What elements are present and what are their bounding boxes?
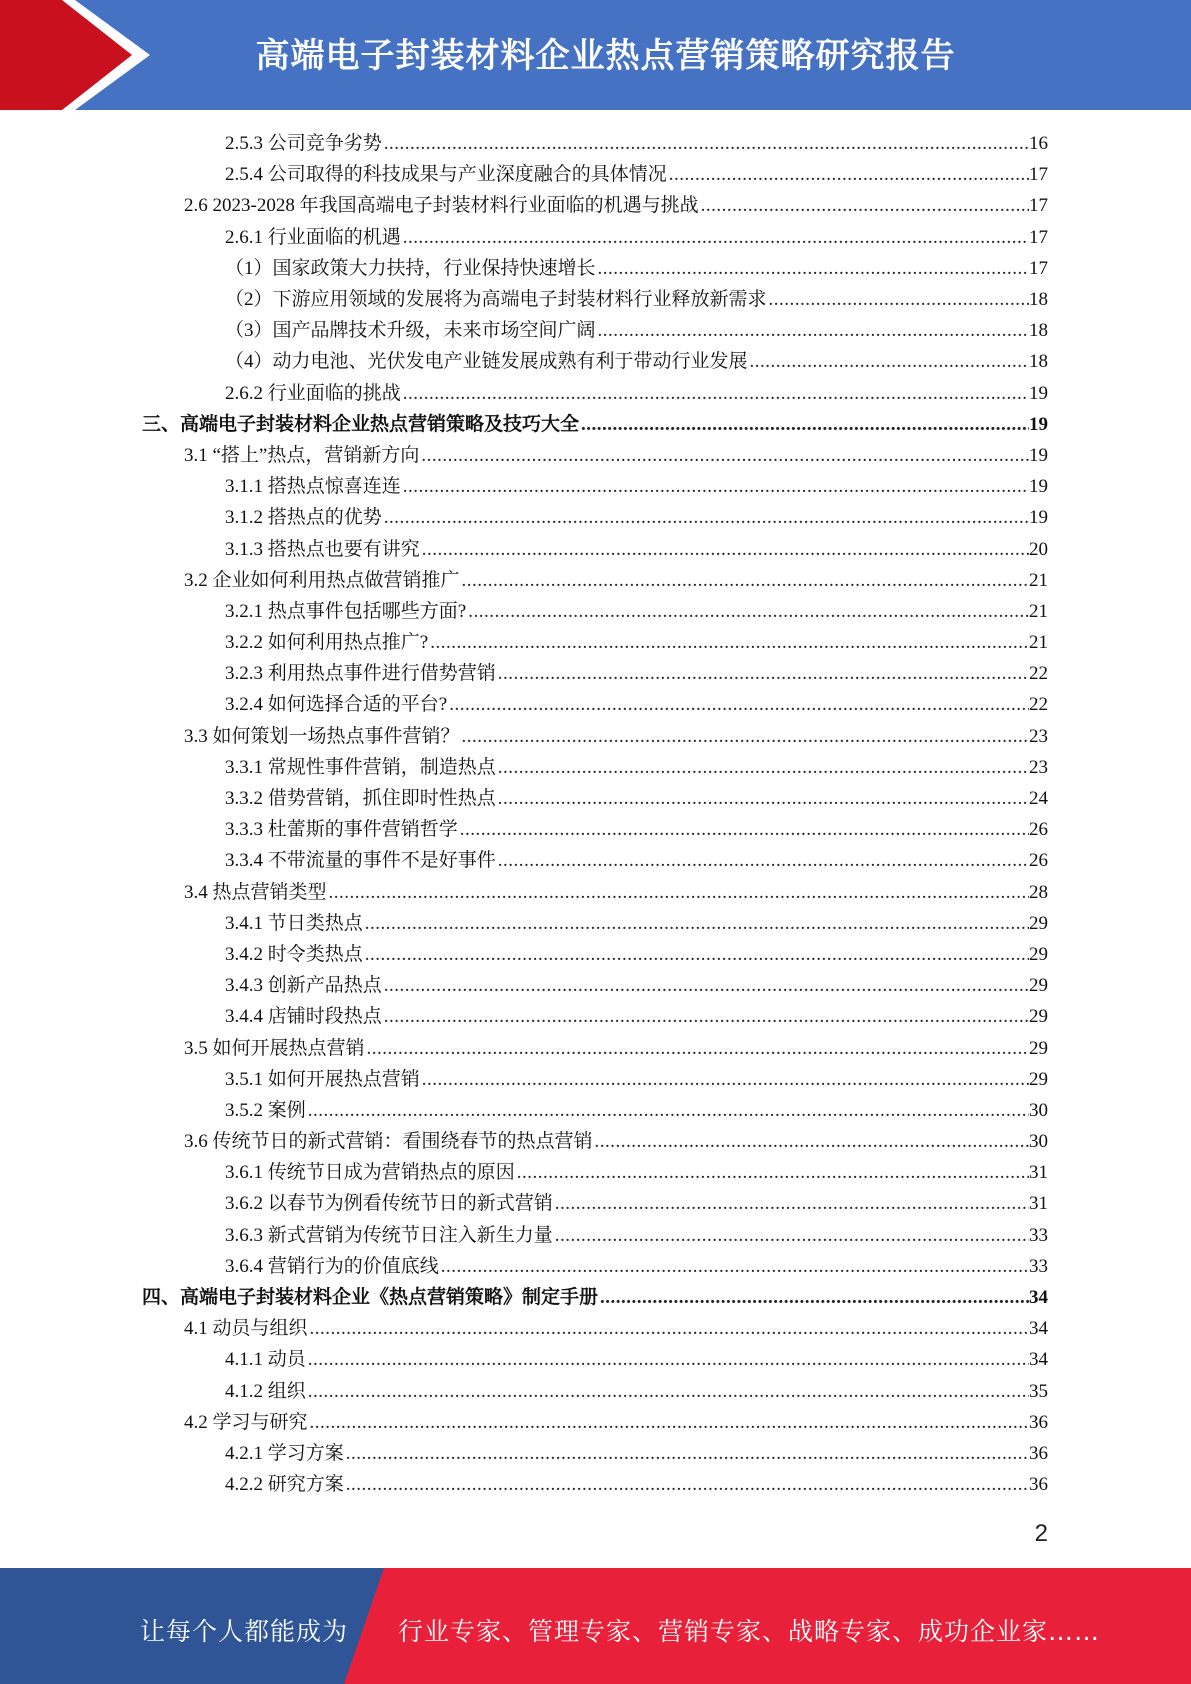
toc-entry-label: 三、高端电子封装材料企业热点营销策略及技巧大全 <box>142 413 580 435</box>
toc-entry[interactable] <box>0 502 1191 533</box>
toc-entry[interactable] <box>0 471 1191 502</box>
toc-dot-leader <box>460 814 1029 845</box>
report-title: 高端电子封装材料企业热点营销策略研究报告 <box>255 36 956 76</box>
toc-entry-page: 29 <box>1029 943 1048 965</box>
toc-dot-leader <box>598 253 1029 284</box>
toc-entry-page: 19 <box>1029 444 1048 466</box>
toc-entry-page: 21 <box>1029 569 1048 591</box>
toc-entry[interactable] <box>0 627 1191 658</box>
toc-entry-label: 3.5 如何开展热点营销 <box>184 1037 365 1059</box>
toc-entry-label: 3.4 热点营销类型 <box>184 881 327 903</box>
toc-entry-label: 3.2 企业如何利用热点做营销推广 <box>184 569 460 591</box>
toc-entry[interactable] <box>0 877 1191 908</box>
toc-entry-page: 34 <box>1029 1287 1048 1309</box>
toc-entry[interactable] <box>0 315 1191 346</box>
toc-entry-page: 30 <box>1029 1131 1048 1153</box>
toc-entry-label: 3.6.4 营销行为的价值底线 <box>225 1255 439 1277</box>
toc-entry[interactable] <box>0 1344 1191 1375</box>
toc-entry[interactable] <box>0 222 1191 253</box>
toc-entry-page: 17 <box>1029 257 1048 279</box>
toc-entry[interactable] <box>0 1001 1191 1032</box>
toc-entry[interactable] <box>0 346 1191 377</box>
toc-entry-label: 3.1.1 搭热点惊喜连连 <box>225 476 401 498</box>
toc-dot-leader <box>384 970 1029 1001</box>
toc-dot-leader <box>750 346 1029 377</box>
toc-dot-leader <box>441 1251 1029 1282</box>
toc-entry-page: 31 <box>1029 1162 1048 1184</box>
toc-entry[interactable] <box>0 970 1191 1001</box>
toc-dot-leader <box>365 939 1029 970</box>
toc-entry-label: 3.4.1 节日类热点 <box>225 912 363 934</box>
toc-entry-label: 3.6 传统节日的新式营销：看围绕春节的热点营销 <box>184 1131 593 1153</box>
toc-entry-page: 33 <box>1029 1255 1048 1277</box>
toc-entry-page: 26 <box>1029 819 1048 841</box>
toc-entry[interactable] <box>0 1032 1191 1063</box>
toc-entry-label: （2）下游应用领域的发展将为高端电子封装材料行业释放新需求 <box>225 289 767 311</box>
toc-entry-page: 19 <box>1029 382 1048 404</box>
toc-dot-leader <box>498 658 1029 689</box>
toc-entry-label: 3.5.1 如何开展热点营销 <box>225 1068 420 1090</box>
toc-dot-leader <box>701 190 1029 221</box>
toc-entry[interactable] <box>0 378 1191 409</box>
toc-entry-label: 3.4.3 创新产品热点 <box>225 975 382 997</box>
toc-entry-label: 4.2 学习与研究 <box>184 1411 308 1433</box>
toc-entry-page: 35 <box>1029 1380 1048 1402</box>
toc-entry-page: 29 <box>1029 975 1048 997</box>
toc-entry-page: 31 <box>1029 1193 1048 1215</box>
toc-entry-label: 3.3.1 常规性事件营销，制造热点 <box>225 756 496 778</box>
toc-dot-leader <box>498 845 1029 876</box>
toc-dot-leader <box>462 565 1029 596</box>
toc-entry-page: 17 <box>1029 226 1048 248</box>
toc-entry-label: 4.2.2 研究方案 <box>225 1474 344 1496</box>
footer-slogan-right: 行业专家、管理专家、营销专家、战略专家、成功企业家…… <box>398 1617 1101 1646</box>
toc-entry-page: 28 <box>1029 881 1048 903</box>
toc-entry[interactable] <box>0 1126 1191 1157</box>
toc-entry-page: 24 <box>1029 788 1048 810</box>
toc-entry[interactable] <box>0 1438 1191 1469</box>
toc-entry-page: 23 <box>1029 725 1048 747</box>
toc-entry-page: 30 <box>1029 1099 1048 1121</box>
toc-dot-leader <box>329 877 1029 908</box>
toc-entry[interactable] <box>0 253 1191 284</box>
toc-dot-leader <box>468 596 1029 627</box>
toc-dot-leader <box>595 1126 1029 1157</box>
toc-dot-leader <box>669 159 1029 190</box>
toc-entry-page: 29 <box>1029 912 1048 934</box>
toc-entry[interactable] <box>0 128 1191 159</box>
toc-entry-page: 33 <box>1029 1224 1048 1246</box>
toc-entry[interactable] <box>0 658 1191 689</box>
toc-dot-leader <box>498 752 1029 783</box>
page-number: 2 <box>1034 1520 1048 1547</box>
toc-dot-leader <box>367 1033 1029 1064</box>
toc-entry-page: 21 <box>1029 600 1048 622</box>
toc-entry[interactable] <box>0 845 1191 876</box>
toc-entry-page: 16 <box>1029 133 1048 155</box>
toc-entry-label: 3.3.2 借势营销，抓住即时性热点 <box>225 788 496 810</box>
toc-dot-leader <box>598 315 1029 346</box>
table-of-contents <box>0 128 1191 1500</box>
toc-entry-page: 17 <box>1029 195 1048 217</box>
toc-dot-leader <box>310 1313 1029 1344</box>
toc-entry-label: 四、高端电子封装材料企业《热点营销策略》制定手册 <box>142 1287 599 1309</box>
toc-entry-label: 2.6 2023-2028 年我国高端电子封装材料行业面临的机遇与挑战 <box>184 195 699 217</box>
toc-entry-label: 4.1.1 动员 <box>225 1349 306 1371</box>
toc-entry-label: 3.6.1 传统节日成为营销热点的原因 <box>225 1162 515 1184</box>
toc-dot-leader <box>430 627 1029 658</box>
toc-dot-leader <box>517 1157 1029 1188</box>
toc-entry-page: 29 <box>1029 1006 1048 1028</box>
toc-entry-label: 2.6.2 行业面临的挑战 <box>225 382 401 404</box>
toc-dot-leader <box>421 440 1029 471</box>
toc-dot-leader <box>555 1188 1029 1219</box>
toc-entry-label: 3.1 “搭上”热点，营销新方向 <box>184 444 420 466</box>
toc-entry-label: 3.2.1 热点事件包括哪些方面? <box>225 600 467 622</box>
toc-entry-page: 36 <box>1029 1442 1048 1464</box>
toc-entry[interactable] <box>0 1188 1191 1219</box>
toc-dot-leader <box>384 502 1029 533</box>
toc-entry[interactable] <box>0 939 1191 970</box>
toc-dot-leader <box>403 222 1029 253</box>
toc-entry[interactable] <box>0 689 1191 720</box>
toc-entry-page: 18 <box>1029 351 1048 373</box>
toc-entry-page: 19 <box>1029 476 1048 498</box>
toc-entry-page: 18 <box>1029 289 1048 311</box>
toc-entry-page: 21 <box>1029 632 1048 654</box>
toc-entry-label: （4）动力电池、光伏发电产业链发展成熟有利于带动行业发展 <box>225 351 748 373</box>
toc-dot-leader <box>462 721 1029 752</box>
toc-entry[interactable] <box>0 1064 1191 1095</box>
toc-dot-leader <box>581 409 1029 440</box>
toc-entry[interactable] <box>0 565 1191 596</box>
toc-entry-label: 3.3.4 不带流量的事件不是好事件 <box>225 850 496 872</box>
toc-entry-label: 4.2.1 学习方案 <box>225 1442 344 1464</box>
toc-entry[interactable] <box>0 596 1191 627</box>
toc-entry[interactable] <box>0 1095 1191 1126</box>
toc-entry-label: （1）国家政策大力扶持，行业保持快速增长 <box>225 257 596 279</box>
toc-entry[interactable] <box>0 1407 1191 1438</box>
toc-entry-page: 18 <box>1029 320 1048 342</box>
toc-entry-label: 3.5.2 案例 <box>225 1099 306 1121</box>
toc-entry-page: 34 <box>1029 1349 1048 1371</box>
toc-entry[interactable] <box>0 1157 1191 1188</box>
toc-dot-leader <box>555 1220 1029 1251</box>
toc-entry[interactable] <box>0 190 1191 221</box>
toc-entry[interactable] <box>0 1251 1191 1282</box>
toc-dot-leader <box>384 1001 1029 1032</box>
toc-entry[interactable] <box>0 159 1191 190</box>
toc-entry-label: 3.6.3 新式营销为传统节日注入新生力量 <box>225 1224 553 1246</box>
toc-entry[interactable] <box>0 1220 1191 1251</box>
toc-entry-label: 3.4.4 店铺时段热点 <box>225 1006 382 1028</box>
toc-entry[interactable] <box>0 783 1191 814</box>
toc-entry-label: 3.6.2 以春节为例看传统节日的新式营销 <box>225 1193 553 1215</box>
toc-entry-label: 3.2.4 如何选择合适的平台? <box>225 694 448 716</box>
toc-dot-leader <box>403 471 1029 502</box>
toc-dot-leader <box>308 1376 1029 1407</box>
toc-entry[interactable] <box>0 1376 1191 1407</box>
toc-entry-page: 29 <box>1029 1068 1048 1090</box>
toc-entry[interactable] <box>0 814 1191 845</box>
toc-entry-page: 36 <box>1029 1411 1048 1433</box>
toc-entry-label: 3.1.3 搭热点也要有讲究 <box>225 538 420 560</box>
toc-dot-leader <box>769 284 1029 315</box>
toc-dot-leader <box>422 534 1029 565</box>
toc-entry-label: （3）国产品牌技术升级，未来市场空间广阔 <box>225 320 596 342</box>
toc-entry[interactable] <box>0 409 1191 440</box>
toc-entry-page: 36 <box>1029 1474 1048 1496</box>
page-header <box>0 0 1191 110</box>
toc-entry-label: 2.5.3 公司竞争劣势 <box>225 133 382 155</box>
toc-dot-leader <box>498 783 1029 814</box>
toc-dot-leader <box>346 1469 1029 1500</box>
toc-entry-label: 3.3.3 杜蕾斯的事件营销哲学 <box>225 819 458 841</box>
toc-entry-page: 19 <box>1029 413 1048 435</box>
toc-dot-leader <box>600 1282 1029 1313</box>
toc-entry-page: 22 <box>1029 694 1048 716</box>
page-footer <box>0 1568 1191 1684</box>
toc-entry-page: 26 <box>1029 850 1048 872</box>
toc-entry-label: 2.5.4 公司取得的科技成果与产业深度融合的具体情况 <box>225 164 667 186</box>
toc-entry-page: 20 <box>1029 538 1048 560</box>
toc-dot-leader <box>449 689 1029 720</box>
toc-entry[interactable] <box>0 1313 1191 1344</box>
toc-entry-page: 22 <box>1029 663 1048 685</box>
toc-entry-page: 23 <box>1029 756 1048 778</box>
toc-dot-leader <box>403 378 1029 409</box>
toc-entry-page: 34 <box>1029 1318 1048 1340</box>
toc-dot-leader <box>365 908 1029 939</box>
toc-entry[interactable] <box>0 721 1191 752</box>
toc-entry[interactable] <box>0 908 1191 939</box>
toc-dot-leader <box>422 1064 1029 1095</box>
toc-entry-label: 3.2.2 如何利用热点推广? <box>225 632 429 654</box>
toc-dot-leader <box>310 1407 1029 1438</box>
toc-entry-label: 2.6.1 行业面临的机遇 <box>225 226 401 248</box>
toc-entry-page: 17 <box>1029 164 1048 186</box>
toc-dot-leader <box>308 1095 1029 1126</box>
toc-dot-leader <box>308 1344 1029 1375</box>
toc-dot-leader <box>384 128 1029 159</box>
toc-entry-page: 19 <box>1029 507 1048 529</box>
footer-slogan-left: 让每个人都能成为 <box>140 1617 349 1646</box>
toc-entry-label: 3.1.2 搭热点的优势 <box>225 507 382 529</box>
toc-entry-label: 3.3 如何策划一场热点事件营销？ <box>184 725 460 747</box>
toc-entry-page: 29 <box>1029 1037 1048 1059</box>
toc-entry[interactable] <box>0 1469 1191 1500</box>
toc-entry-label: 3.2.3 利用热点事件进行借势营销 <box>225 663 496 685</box>
toc-entry-label: 3.4.2 时令类热点 <box>225 943 363 965</box>
toc-entry[interactable] <box>0 1282 1191 1313</box>
toc-entry[interactable] <box>0 440 1191 471</box>
toc-entry-label: 4.1 动员与组织 <box>184 1318 308 1340</box>
toc-entry-label: 4.1.2 组织 <box>225 1380 306 1402</box>
toc-entry[interactable] <box>0 752 1191 783</box>
toc-entry[interactable] <box>0 284 1191 315</box>
toc-dot-leader <box>346 1438 1029 1469</box>
toc-entry[interactable] <box>0 533 1191 564</box>
